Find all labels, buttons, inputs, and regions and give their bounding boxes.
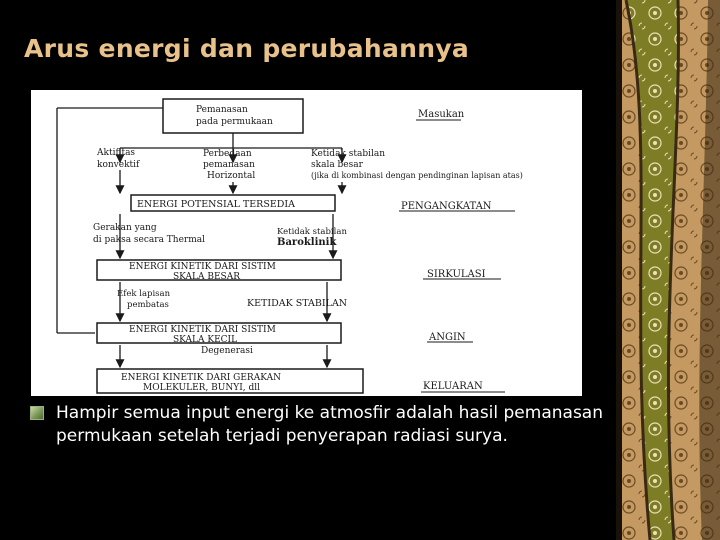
label-angin: ANGIN	[429, 332, 466, 343]
label-perbedaan-1: Perbedaan	[203, 149, 252, 159]
label-kinetik-besar-1: ENERGI KINETIK DARI SISTIM	[129, 262, 276, 272]
label-pemanasan-1: Pemanasan	[196, 105, 248, 115]
bullet-text: Hampir semua input energi ke atmosfir adalah hasil pemanasan permukaan setelah terjadi penyerapan radiasi surya.	[56, 403, 603, 446]
label-kinetik-besar-2: SKALA BESAR	[173, 272, 240, 282]
label-kinetik-molekuler-2: MOLEKULER, BUNYI, dll	[143, 383, 260, 393]
label-energi-potensial: ENERGI POTENSIAL TERSEDIA	[137, 199, 296, 210]
label-efek-2: pembatas	[127, 300, 169, 310]
label-kombinasi: (jika di kombinasi dengan pendinginan lapisan atas)	[311, 171, 523, 180]
label-kinetik-kecil-1: ENERGI KINETIK DARI SISTIM	[129, 325, 276, 335]
decorative-border-panel	[616, 0, 720, 540]
label-kinetik-kecil-2: SKALA KECIL	[173, 335, 238, 345]
label-pemanasan-2: pada permukaan	[196, 117, 273, 127]
label-masukan: Masukan	[418, 109, 465, 120]
label-ketidakstabilan-2: skala besar	[311, 160, 363, 170]
label-degenerasi: Degenerasi	[201, 346, 253, 356]
label-kinetik-molekuler-1: ENERGI KINETIK DARI GERAKAN	[121, 373, 281, 383]
label-baroklinik-2: Baroklinik	[277, 237, 337, 248]
label-ketidakstabilan-1: Ketidak stabilan	[311, 149, 386, 159]
bullet-marker	[30, 406, 44, 420]
label-efek-1: Efek lapisan	[117, 289, 171, 299]
label-baroklinik-1: Ketidak stabilan	[277, 227, 347, 237]
label-pengangkatan: PENGANGKATAN	[401, 201, 492, 212]
label-keluaran: KELUARAN	[423, 381, 483, 392]
label-aktifitas-2: konvektif	[97, 160, 140, 170]
label-sirkulasi: SIRKULASI	[427, 269, 486, 280]
slide-title: Arus energi dan perubahannya	[24, 34, 470, 63]
label-perbedaan-2: pemanasan	[203, 160, 255, 170]
energy-flow-diagram	[31, 90, 582, 396]
label-gerakan-2: di paksa secara Thermal	[93, 235, 206, 245]
label-perbedaan-3: Horizontal	[207, 171, 256, 181]
label-aktifitas-1: Aktifitas	[97, 148, 136, 158]
label-ketidak-stabilan: KETIDAK STABILAN	[247, 298, 348, 309]
label-gerakan-1: Gerakan yang	[93, 223, 157, 233]
